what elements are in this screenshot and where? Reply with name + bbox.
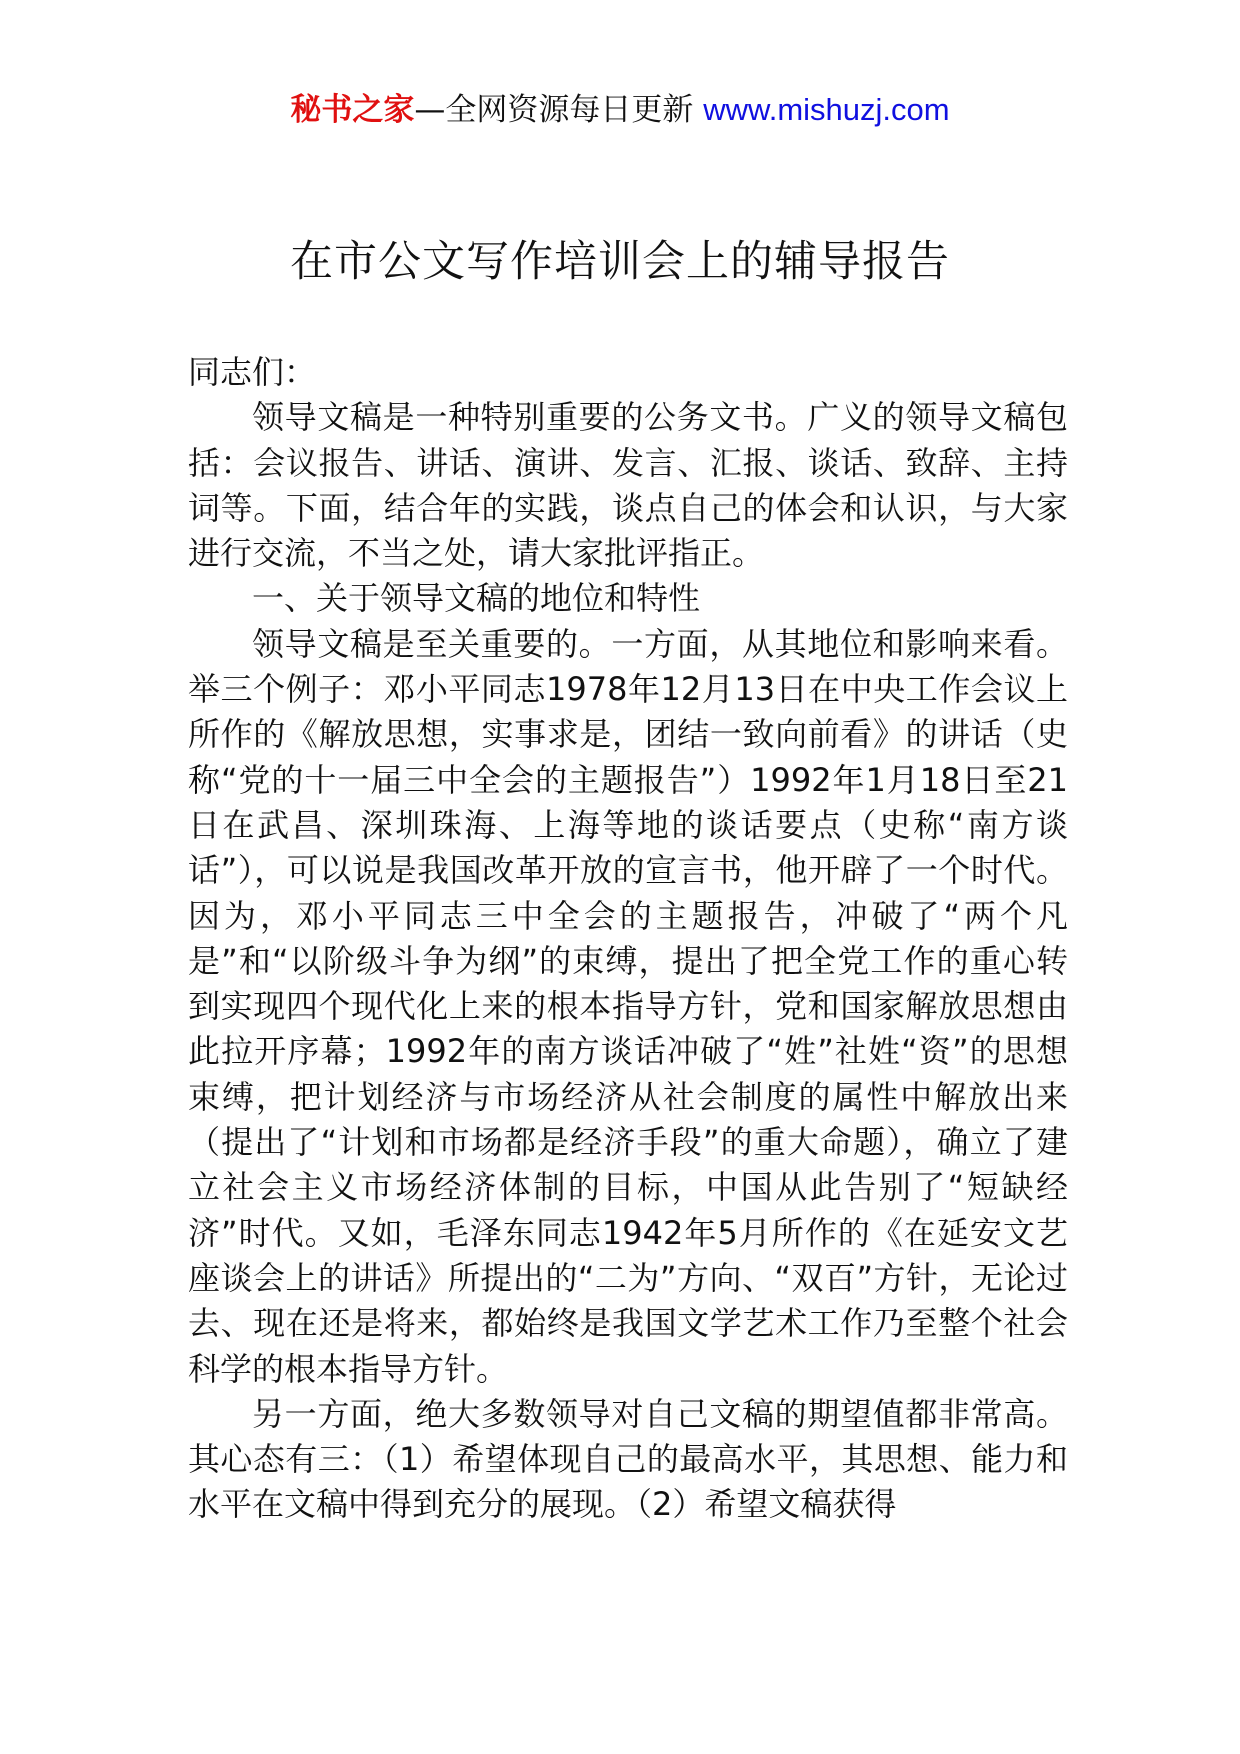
site-header — [0, 90, 1240, 130]
body-paragraph: 另一方面，绝大多数领导对自己文稿的期望值都非常高。其心态有三：（1）希望体现自己的最高水平，其思想、能力和水平在文稿中得到充分的展现。（2）希望文稿获得 — [188, 1394, 1068, 1524]
section-heading: 一、关于领导文稿的地位和特性 — [252, 579, 701, 618]
document-title: 在市公文写作培训会上的辅导报告 — [290, 237, 950, 287]
body-paragraph: 领导文稿是至关重要的。一方面，从其地位和影响来看。举三个例子：邓小平同志1978年12月13日在中央工作会议上所作的《解放思想，实事求是，团结一致向前看》的讲话（史称“党的十一届三中全会的主题报告”）1992年1月18日至21日在武昌、深圳珠海、上海等地的谈话要点（史称“南方谈话”），可以说是我国改革开放的宣言书，他开辟了一个时代。因为，邓小平同志三中全会的主题报告，冲破了“两个凡是”和“以阶级斗争为纲”的束缚，提出了把全党工作的重心转到实现四个现代化上来的根本指导方针，党和国家解放思想由此拉开序幕；1992年的南方谈话冲破了“姓”社姓“资”的思想束缚，把计划经济与市场经济从社会制度的属性中解放出来（提出了“计划和市场都是经济手段”的重大命题），确立了建立社会主义市场经济体制的目标，中国从此告别了“短缺经济”时代。又如，毛泽东同志1942年5月所作的《在延安文艺座谈会上的讲话》所提出的“二为”方向、“双百”方针，无论过去、现在还是将来，都始终是我国文学艺术工作乃至整个社会科学的根本指导方针。 — [188, 624, 1068, 1388]
body-paragraph: 领导文稿是一种特别重要的公务文书。广义的领导文稿包括：会议报告、讲话、演讲、发言、汇报、谈话、致辞、主持词等。下面，结合年的实践，谈点自己的体会和认识，与大家进行交流，不当之处，请大家批评指正。 — [188, 398, 1068, 573]
site-brand: 秘书之家 — [290, 92, 415, 128]
site-tagline: —全网资源每日更新 — [414, 92, 704, 128]
site-url-link[interactable]: www.mishuzj.com — [703, 92, 950, 127]
salutation: 同志们： — [188, 353, 317, 391]
document-body — [188, 350, 1068, 1528]
